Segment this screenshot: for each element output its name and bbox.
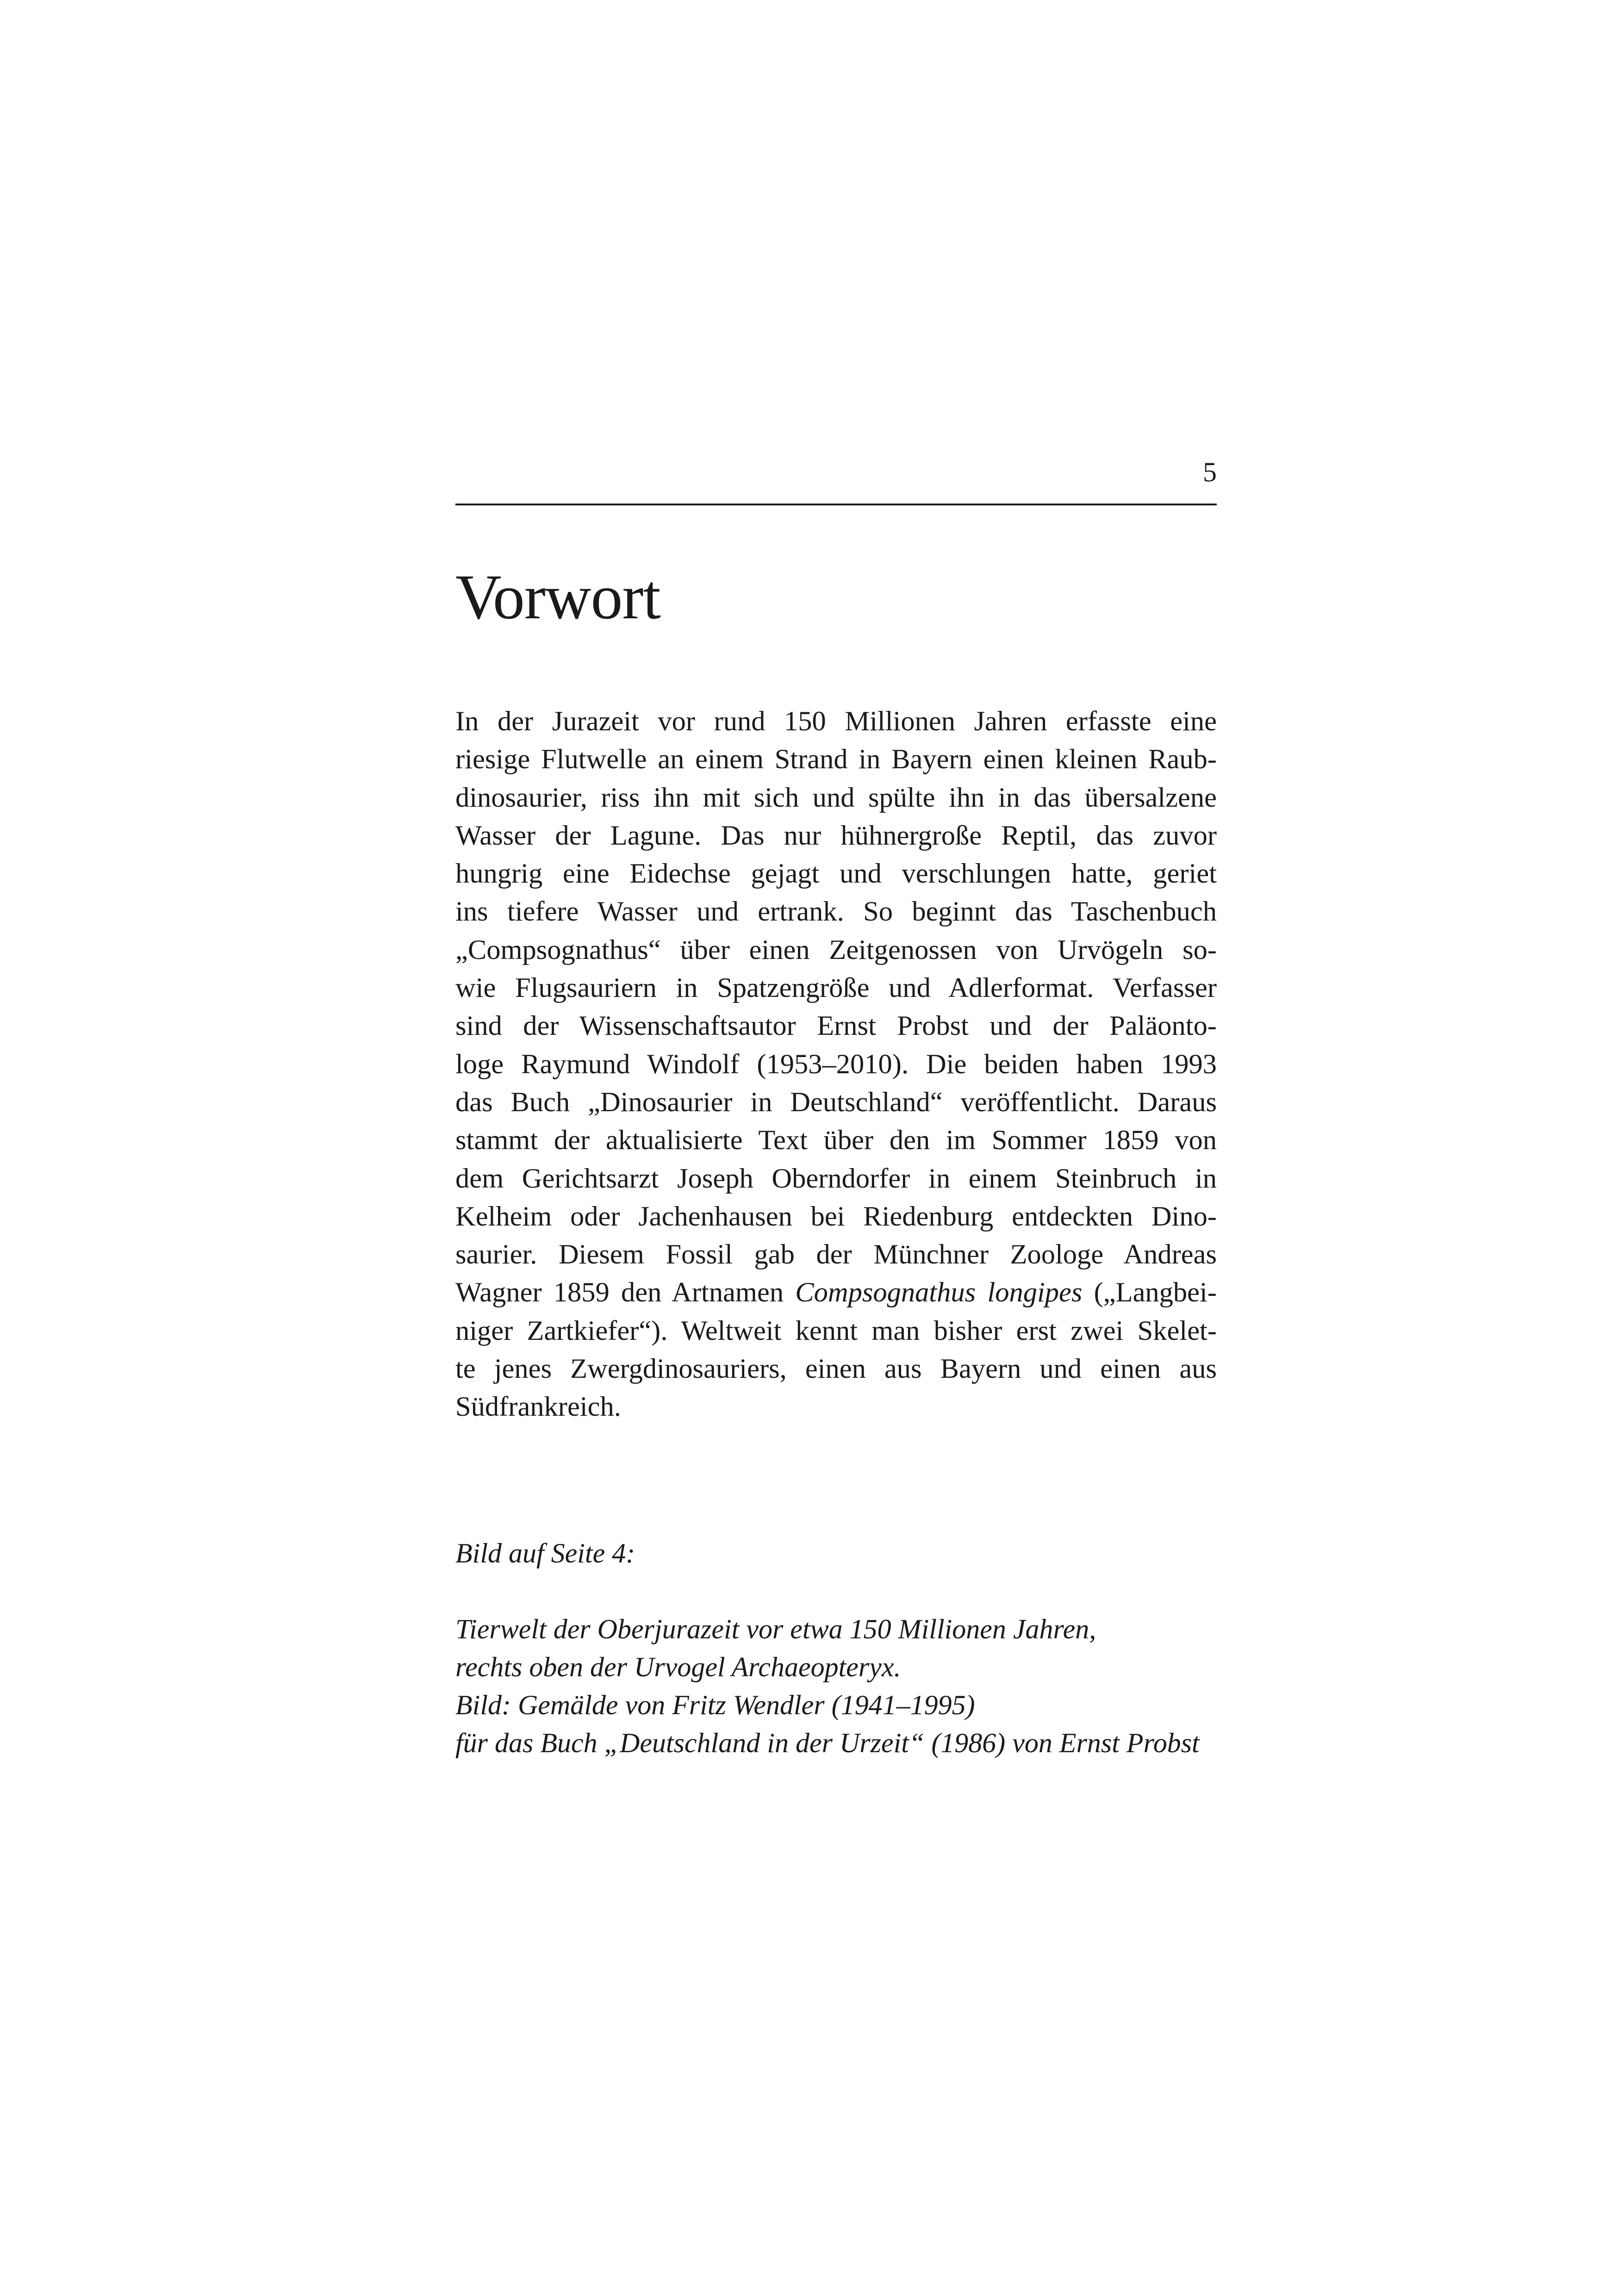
body-line: Südfrankreich. bbox=[455, 1391, 621, 1423]
caption-line: für das Buch „Deutschland in der Urzeit“ (1986) von Ernst Probst bbox=[455, 1728, 1200, 1758]
body-line: sind der Wissenschaftsautor Ernst Probst und der Paläonto- bbox=[455, 1010, 1217, 1042]
caption-line: rechts oben der Urvogel Archaeopteryx. bbox=[455, 1652, 901, 1682]
body-line: stammt der aktualisierte Text über den im Sommer 1859 von bbox=[455, 1125, 1217, 1156]
body-line bbox=[455, 1274, 1217, 1312]
body-line: ins tiefere Wasser und ertrank. So beginnt das Taschenbuch bbox=[455, 896, 1217, 927]
species-name: Compsognathus longipes bbox=[795, 1277, 1083, 1308]
body-line: Kelheim oder Jachenhausen bei Riedenburg entdeckten Dino- bbox=[455, 1201, 1217, 1232]
body-line: te jenes Zwergdinosauriers, einen aus Bayern und einen aus bbox=[455, 1353, 1217, 1385]
body-text-segment: („Langbei- bbox=[1082, 1277, 1217, 1308]
body-line: Wasser der Lagune. Das nur hühnergroße Reptil, das zuvor bbox=[455, 820, 1217, 851]
body-line: hungrig eine Eidechse gejagt und verschlungen hatte, geriet bbox=[455, 858, 1217, 890]
caption-label: Bild auf Seite 4: bbox=[455, 1538, 635, 1568]
body-line: dem Gerichtsarzt Joseph Oberndorfer in einem Steinbruch in bbox=[455, 1163, 1217, 1194]
chapter-title: Vorwort bbox=[455, 561, 660, 632]
body-line: „Compsognathus“ über einen Zeitgenossen von Urvögeln so- bbox=[455, 934, 1217, 965]
page-header bbox=[455, 454, 1217, 505]
body-line: wie Flugsauriern in Spatzengröße und Adlerformat. Verfasser bbox=[455, 972, 1217, 1004]
body-line: loge Raymund Windolf (1953–2010). Die beiden haben 1993 bbox=[455, 1048, 1217, 1080]
body-line: niger Zartkiefer“). Weltweit kennt man bisher erst zwei Skelet- bbox=[455, 1315, 1217, 1346]
image-caption bbox=[455, 1534, 1217, 1762]
body-line: dinosaurier, riss ihn mit sich und spülte ihn in das übersalzene bbox=[455, 782, 1217, 813]
caption-line: Tierwelt der Oberjurazeit vor etwa 150 Millionen Jahren, bbox=[455, 1614, 1096, 1644]
body-line: riesige Flutwelle an einem Strand in Bayern einen kleinen Raub- bbox=[455, 744, 1217, 775]
body-text-segment: Wagner 1859 den Artnamen bbox=[455, 1277, 796, 1308]
body-line: saurier. Diesem Fossil gab der Münchner Zoologe Andreas bbox=[455, 1239, 1217, 1270]
body-line: In der Jurazeit vor rund 150 Millionen Jahren erfasste eine bbox=[455, 706, 1217, 737]
body-line: das Buch „Dinosaurier in Deutschland“ veröffentlicht. Daraus bbox=[455, 1086, 1217, 1118]
body-paragraph bbox=[455, 703, 1217, 1426]
caption-line: Bild: Gemälde von Fritz Wendler (1941–1995) bbox=[455, 1690, 975, 1720]
page-number: 5 bbox=[1203, 457, 1217, 487]
